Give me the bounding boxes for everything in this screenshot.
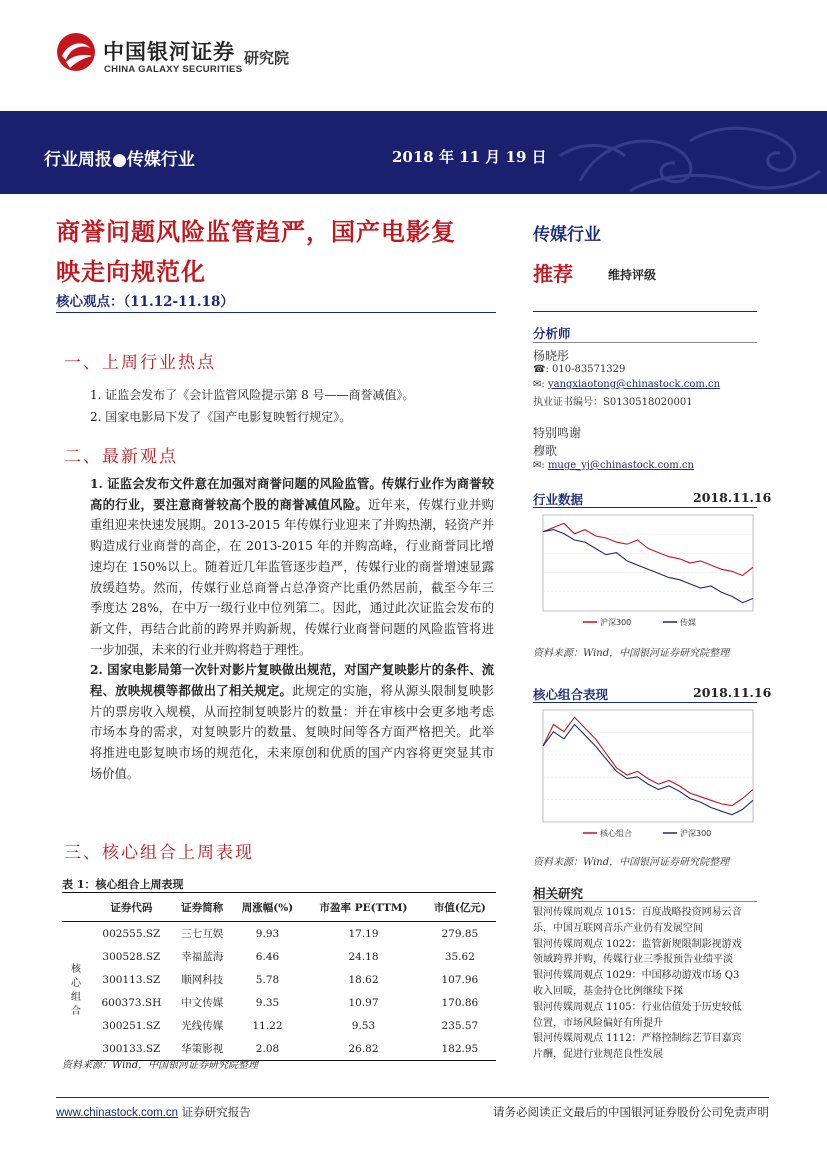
cell-change: 5.78 xyxy=(255,973,280,986)
table-row xyxy=(62,922,496,946)
cell-pe: 10.97 xyxy=(348,996,379,1009)
analyst-phone-row: ☎: 010-83571329 xyxy=(533,364,626,375)
cell-name: 中文传媒 xyxy=(181,997,224,1009)
divider xyxy=(533,311,757,312)
divider xyxy=(533,507,757,508)
cell-code: 300528.SZ xyxy=(102,950,161,963)
research-label: 相关研究 xyxy=(533,886,584,901)
table-side-label xyxy=(62,922,90,1061)
view-1-text: 近年来，传媒行业并购重组迎来快速发展期。2013-2015 年传媒行业迎来了并购热潮，轻资产并购造成行业商誉的高企，在 2013-2015 年的并购高峰，行业商誉同比增速均在 150%以上。随着近几年监管逐步趋严，传媒行业的商誉增速显露放缓趋势。然而，传媒行业总商誉占总净资产比重仍然居前，截至今年三季度达 28%，在中万一级行业中位列第二。因此，通过此次证监会发布的新文件，再结合此前的跨界并购新规，传媒行业商誉问题的风险监管将进一步加强，未来的行业并购将趋于理性。 xyxy=(90,497,494,657)
chart-series-line xyxy=(543,717,753,806)
table-header-row xyxy=(62,893,496,922)
view-2-text: 此规定的实施，将从源头限制复映影片的票房收入规模，从而控制复映影片的数量：并在审核中会更多地考虑市场本身的需求，对复映影片的数量、复映时间等各方面严格把关。此举将推进电影复映市场的规范化，未来原创和优质的国产内容将更突显其市场价值。 xyxy=(90,684,494,781)
section-3-title: 三、核心组合上周表现 xyxy=(64,843,254,863)
industry-chart xyxy=(533,511,757,633)
legend-label: 沪深300 xyxy=(600,618,632,627)
cell-change: 6.46 xyxy=(255,950,280,963)
section-2-title: 二、最新观点 xyxy=(64,447,178,467)
divider xyxy=(533,702,757,703)
cell-mktcap: 107.96 xyxy=(441,973,479,986)
chart2-source: 资料来源：Wind，中国银河证券研究院整理 xyxy=(533,857,730,868)
table-row xyxy=(62,1014,496,1037)
cell-pe: 9.53 xyxy=(351,1019,376,1032)
chart-frame xyxy=(543,515,753,611)
cell-pe: 17.19 xyxy=(348,927,379,940)
report-date: 2018 年 11 月 19 日 xyxy=(392,148,547,166)
mail-icon: ✉ xyxy=(533,460,542,471)
institute-label: 研究院 xyxy=(244,49,290,67)
sector-label: 传媒行业 xyxy=(533,225,601,245)
col-pe: 市盈率 PE(TTM) xyxy=(303,893,423,922)
cell-code: 002555.SZ xyxy=(102,927,161,940)
related-research-list xyxy=(533,905,757,1063)
mail-icon: ✉ xyxy=(533,379,542,390)
divider xyxy=(56,312,496,313)
latest-view-body xyxy=(90,474,494,785)
chart-series-line xyxy=(543,725,753,815)
thanks-label: 特别鸣谢 xyxy=(533,426,582,440)
company-name-cn: 中国银河证券 xyxy=(103,40,235,64)
cell-code: 600373.SH xyxy=(101,996,162,1009)
side-char: 核 xyxy=(71,964,81,976)
col-name: 证券简称 xyxy=(173,893,232,922)
portfolio-table xyxy=(62,892,496,1061)
footer-url-link[interactable]: www.chinastock.com.cn xyxy=(56,1107,179,1119)
analyst-label: 分析师 xyxy=(533,326,571,341)
research-line[interactable]: 银河传媒周观点 1112：严格控制综艺节目嘉宾 xyxy=(533,1033,742,1045)
cell-change: 11.22 xyxy=(252,1019,283,1032)
industry-data-label: 行业数据 xyxy=(533,492,584,507)
chart1-source: 资料来源：Wind，中国银河证券研究院整理 xyxy=(533,648,730,659)
header-banner xyxy=(0,111,827,194)
title-line-2: 映走向规范化 xyxy=(56,257,206,286)
cell-pe: 18.62 xyxy=(348,973,379,986)
side-char: 心 xyxy=(71,978,81,990)
cell-pe: 24.18 xyxy=(348,950,379,963)
report-type: 行业周报●传媒行业 xyxy=(44,150,195,170)
rating-note: 维持评级 xyxy=(608,268,657,282)
industry-data-date: 2018.11.16 xyxy=(693,490,772,505)
cell-mktcap: 170.86 xyxy=(441,996,479,1009)
research-line[interactable]: 银河传媒周观点 1015：百度战略投资网易云音 xyxy=(533,907,742,918)
research-line[interactable]: 领域跨界并购，传媒行业三季报预告业绩平淡 xyxy=(533,954,733,966)
portfolio-label: 核心组合表现 xyxy=(533,687,609,702)
cell-mktcap: 182.95 xyxy=(424,1037,496,1061)
core-view-label: 核心观点：（11.12-11.18） xyxy=(56,294,234,310)
footer-disclaimer: 请务必阅读正文最后的中国银河证券股份公司免责声明 xyxy=(493,1105,769,1119)
table-row xyxy=(62,968,496,991)
research-line[interactable]: 银河传媒周观点 1022：监管新规限制影视游戏 xyxy=(533,938,742,950)
table-source: 资料来源：Wind，中国银河证券研究院整理 xyxy=(62,1060,259,1071)
research-line[interactable]: 乐，中国互联网音乐产业仍有发展空间 xyxy=(533,922,703,934)
side-char: 组 xyxy=(71,992,81,1004)
thanks-name: 穆歌 xyxy=(533,444,558,458)
portfolio-chart xyxy=(533,706,757,844)
title-line-1: 商誉问题风险监管趋严，国产电影复 xyxy=(56,217,456,246)
company-name-en: CHINA GALAXY SECURITIES xyxy=(104,64,243,75)
rating-label: 推荐 xyxy=(533,262,573,286)
cell-code: 300113.SZ xyxy=(102,973,161,986)
side-char: 合 xyxy=(71,1006,81,1018)
cell-name: 顺网科技 xyxy=(181,974,224,986)
portfolio-date: 2018.11.16 xyxy=(693,685,772,700)
analyst-email-link[interactable]: yangxiaotong@chinastock.com.cn xyxy=(547,379,721,390)
cloud-pattern-icon xyxy=(540,111,827,194)
cell-name: 光线传媒 xyxy=(181,1020,224,1032)
cell-pe: 26.82 xyxy=(303,1037,423,1061)
table-title: 表 1：核心组合上周表现 xyxy=(62,878,184,891)
analyst-name: 杨晓彤 xyxy=(533,349,570,363)
hot-item-2: 2. 国家电影局下发了《国产电影复映暂行规定》。 xyxy=(90,410,352,424)
phone-icon: ☎ xyxy=(533,364,546,375)
col-change: 周涨幅(%) xyxy=(232,893,304,922)
research-line[interactable]: 收入回暖，基金持仓比例继续下探 xyxy=(533,985,683,997)
chart-frame xyxy=(543,710,753,822)
report-title xyxy=(56,212,506,292)
cell-name: 华策影视 xyxy=(173,1037,232,1061)
view-2-heading: 2. 国家电影局第一次针对影片复映做出规范，对国产复映影片的条件、流程、放映规模等都做出了相关规定。 xyxy=(90,662,494,699)
chart-series-line xyxy=(543,523,753,575)
footer-left-text: 证券研究报告 xyxy=(181,1105,251,1119)
cell-mktcap: 279.85 xyxy=(441,927,479,940)
research-line[interactable]: 片酬，促进行业规范良性发展 xyxy=(533,1049,663,1061)
analyst-email-row: ✉: yangxiaotong@chinastock.com.cn xyxy=(533,379,721,390)
cell-code: 300251.SZ xyxy=(102,1019,161,1032)
research-line[interactable]: 银河传媒周观点 1105：行业估值处于历史较低 xyxy=(533,1001,742,1013)
cell-change: 2.08 xyxy=(232,1037,304,1061)
section-1-title: 一、上周行业热点 xyxy=(64,353,216,373)
view-1-heading: 1. 证监会发布文件意在加强对商誉问题的风险监管。传媒行业作为商誉较高的行业，要注意商誉较高个股的商誉减值风险。 xyxy=(90,476,494,512)
cell-mktcap: 35.62 xyxy=(444,950,475,963)
cell-name: 幸福蓝海 xyxy=(181,951,224,963)
cell-mktcap: 235.57 xyxy=(441,1019,479,1032)
research-line[interactable]: 银河传媒周观点 1029：中国移动游戏市场 Q3 xyxy=(533,970,740,982)
legend-label: 核心组合 xyxy=(600,829,632,838)
col-code: 证券代码 xyxy=(90,893,173,922)
thanks-email-link[interactable]: muge_yj@chinastock.com.cn xyxy=(547,460,694,471)
divider xyxy=(533,342,757,343)
cell-change: 9.35 xyxy=(255,996,280,1009)
galaxy-logo-icon xyxy=(56,32,96,72)
cell-code: 300133.SZ xyxy=(90,1037,173,1061)
divider xyxy=(533,901,757,902)
table-row xyxy=(62,945,496,968)
footer-divider xyxy=(56,1097,769,1098)
analyst-cert: 执业证书编号：S0130518020001 xyxy=(533,397,693,408)
col-mktcap: 市值(亿元) xyxy=(424,893,496,922)
cell-name: 三七互娱 xyxy=(181,928,224,940)
legend-label: 传媒 xyxy=(680,618,696,627)
table-row xyxy=(62,991,496,1014)
footer-left xyxy=(56,1104,251,1120)
thanks-email-row: ✉: muge_yj@chinastock.com.cn xyxy=(533,460,694,471)
analyst-phone: 010-83571329 xyxy=(552,364,626,375)
hot-item-1: 1. 证监会发布了《会计监管风险提示第 8 号——商誉减值》。 xyxy=(90,388,415,402)
research-line[interactable]: 位置，市场风险偏好有所提升 xyxy=(533,1017,663,1029)
legend-label: 沪深300 xyxy=(680,829,712,838)
table-header-spacer xyxy=(62,893,90,922)
cell-change: 9.93 xyxy=(255,927,280,940)
